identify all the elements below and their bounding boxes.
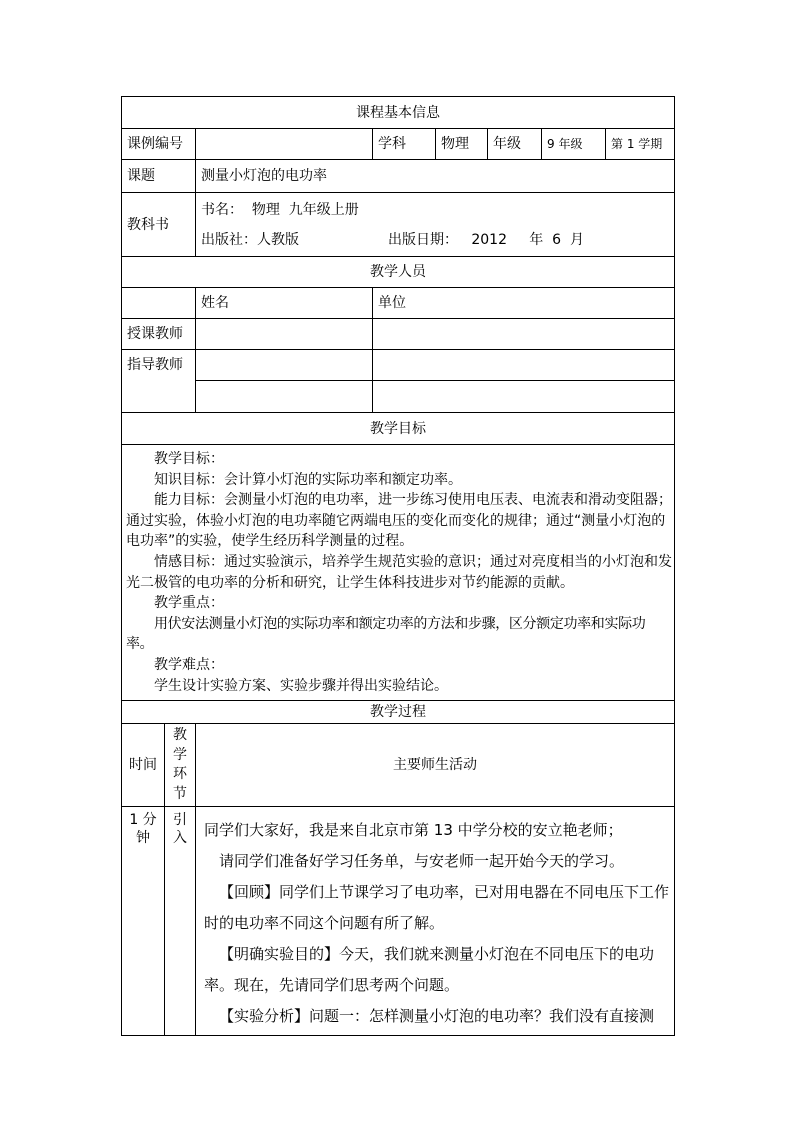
activity-paragraph: 同学们大家好，我是来自北京市第 13 中学分校的安立艳老师；	[204, 821, 623, 840]
case-number-value	[196, 129, 373, 160]
unit-header: 单位	[373, 288, 675, 319]
teacher-unit-cell	[373, 319, 675, 350]
term-cell	[606, 129, 675, 160]
activity-paragraph: 请同学们准备好学习任务单，与安老师一起开始今天的学习。	[219, 852, 625, 871]
lesson-info-table	[121, 96, 675, 1036]
staff-blank-header	[122, 288, 196, 319]
section-title-process: 教学过程	[122, 701, 675, 724]
mentor-label: 指导教师	[122, 350, 196, 413]
activity-paragraph: 【明确实验目的】今天，我们就来测量小灯泡在不同电压下的电功率。现在，先请同学们思考两个问题。	[204, 945, 655, 995]
time-cell: 1 分钟	[122, 807, 165, 1036]
grade-label: 年级	[488, 129, 542, 160]
topic-label: 课题	[122, 160, 196, 193]
difficulty-text: 学生设计实验方案、实验步骤并得出实验结论。	[154, 677, 448, 694]
grade-value: 9 年级	[542, 129, 606, 160]
activity-cell	[196, 807, 675, 1036]
goals-content	[122, 445, 675, 701]
textbook-details	[196, 193, 675, 257]
activity-paragraph: 【回顾】同学们上节课学习了电功率，已对用电器在不同电压下工作时的电功率不同这个问题有所了解。	[204, 883, 670, 933]
activity-paragraph: 【实验分析】问题一：怎样测量小灯泡的电功率？我们没有直接测	[219, 1007, 655, 1026]
term-value: 第 1 学期	[611, 137, 663, 151]
key-points-text: 用伏安法测量小灯泡的实际功率和额定功率的方法和步骤，区分额定功率和实际功率。	[126, 615, 646, 653]
stage-cell: 引入	[165, 807, 196, 1036]
topic-value: 测量小灯泡的电功率	[196, 160, 675, 193]
activity-header: 主要师生活动	[196, 724, 675, 807]
mentor-name-cell	[196, 350, 373, 381]
case-number-label: 课例编号	[122, 129, 196, 160]
subject-value: 物理	[436, 129, 488, 160]
section-title-staff: 教学人员	[122, 257, 675, 288]
time-header: 时间	[122, 724, 165, 807]
book-name-line: 书名： 物理 九年级上册	[201, 201, 359, 218]
difficulty-heading: 教学难点：	[154, 656, 224, 673]
subject-label: 学科	[373, 129, 436, 160]
mentor2-unit-cell	[373, 381, 675, 413]
section-title-goals: 教学目标	[122, 413, 675, 445]
publisher-line: 出版社：人教版 出版日期： 2012 年 6 月	[201, 231, 584, 248]
key-points-heading: 教学重点：	[154, 595, 224, 612]
mentor2-name-cell	[196, 381, 373, 413]
goals-heading: 教学目标：	[154, 451, 224, 467]
textbook-label: 教科书	[122, 193, 196, 257]
stage-header: 教学环节	[165, 724, 196, 807]
knowledge-goal: 知识目标：会计算小灯泡的实际功率和额定功率。	[154, 471, 462, 488]
emotion-goal: 情感目标：通过实验演示，培养学生规范实验的意识；通过对亮度相当的小灯泡和发光二极管的电功率的分析和研究，让学生体科技进步对节约能源的贡献。	[126, 553, 672, 591]
name-header: 姓名	[196, 288, 373, 319]
section-title-basic-info: 课程基本信息	[122, 97, 675, 129]
teacher-name-cell	[196, 319, 373, 350]
mentor-unit-cell	[373, 350, 675, 381]
ability-goal: 能力目标：会测量小灯泡的电功率，进一步练习使用电压表、电流表和滑动变阻器；通过实验，体验小灯泡的电功率随它两端电压的变化而变化的规律；通过“测量小灯泡的电功率”的实验，使学生经历科学测量的过程。	[126, 492, 672, 550]
teacher-label: 授课教师	[122, 319, 196, 350]
